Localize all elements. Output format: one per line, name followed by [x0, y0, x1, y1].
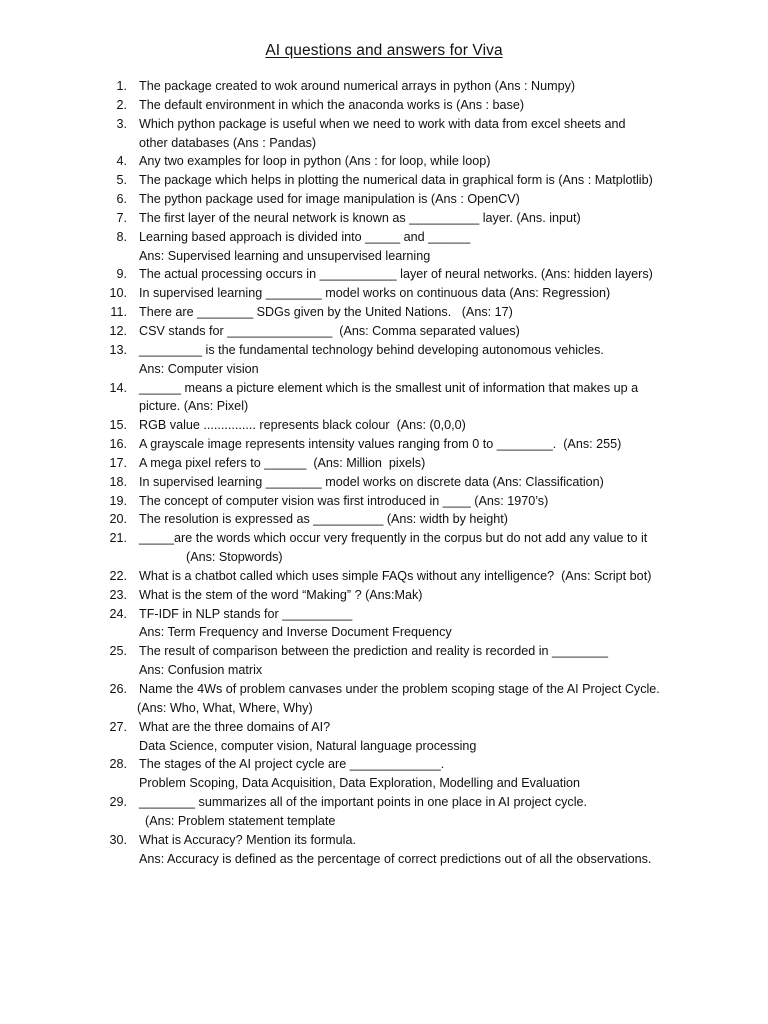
question-item: [0, 115, 768, 153]
question-item: [0, 96, 768, 115]
answer-text: Ans: Supervised learning and unsupervised learning: [139, 248, 431, 263]
question-text: Which python package is useful when we need to work with data from excel sheets and: [139, 116, 626, 131]
question-text: What is Accuracy? Mention its formula.: [139, 832, 356, 847]
question-number: 12.: [109, 323, 127, 338]
question-number: 22.: [109, 568, 127, 583]
answer-text: Ans: Term Frequency and Inverse Document Frequency: [139, 625, 452, 640]
question-text: ________ summarizes all of the important points in one place in AI project cycle.: [139, 795, 588, 810]
question-item: [0, 492, 768, 511]
question-number: 17.: [109, 455, 127, 470]
question-number: 8.: [116, 229, 127, 244]
question-number: 13.: [109, 342, 127, 357]
question-text: The result of comparison between the prediction and reality is recorded in ________: [139, 644, 609, 659]
question-item: [0, 605, 768, 643]
question-item: [0, 152, 768, 171]
question-item: [0, 303, 768, 322]
question-item: [0, 77, 768, 96]
answer-text: Problem Scoping, Data Acquisition, Data Exploration, Modelling and Evaluation: [139, 776, 581, 791]
question-number: 30.: [109, 832, 127, 847]
question-item: [0, 341, 768, 379]
question-text: The first layer of the neural network is known as __________ layer. (Ans. input): [139, 210, 581, 225]
question-number: 28.: [109, 757, 127, 772]
question-item: [0, 831, 768, 869]
question-item: [0, 322, 768, 341]
question-item: [0, 642, 768, 680]
question-item: [0, 416, 768, 435]
question-number: 4.: [116, 154, 127, 169]
answer-text: picture. (Ans: Pixel): [139, 399, 249, 414]
question-number: 26.: [109, 682, 127, 696]
question-text: The concept of computer vision was first introduced in ____ (Ans: 1970’s): [139, 493, 549, 508]
question-text: What are the three domains of AI?: [139, 719, 331, 734]
answer-text: (Ans: Who, What, Where, Why): [137, 700, 313, 715]
question-number: 14.: [109, 380, 127, 395]
question-text: Name the 4Ws of problem canvases under the problem scoping stage of the AI Project Cycle.: [139, 682, 660, 696]
question-number: 25.: [109, 644, 127, 659]
question-number: 7.: [116, 210, 127, 225]
question-item: [0, 265, 768, 284]
question-number: 18.: [109, 474, 127, 489]
question-text: A mega pixel refers to ______ (Ans: Million pixels): [139, 455, 426, 470]
question-number: 27.: [109, 719, 127, 734]
question-number: 10.: [109, 286, 127, 301]
question-text: In supervised learning ________ model works on discrete data (Ans: Classification): [139, 474, 604, 489]
question-item: [0, 209, 768, 228]
question-number: 11.: [110, 305, 127, 320]
question-text: The resolution is expressed as __________ (Ans: width by height): [139, 512, 508, 527]
question-item: [0, 793, 768, 831]
question-number: 29.: [109, 795, 127, 810]
question-text: The package which helps in plotting the numerical data in graphical form is (Ans : Matplotlib): [139, 173, 653, 188]
answer-text: Ans: Accuracy is defined as the percentage of correct predictions out of all the observations.: [139, 851, 652, 866]
question-number: 21.: [109, 531, 127, 546]
question-text: _________ is the fundamental technology behind developing autonomous vehicles.: [139, 342, 604, 357]
answer-text: (Ans: Problem statement template: [145, 813, 336, 828]
question-text: Learning based approach is divided into _____ and ______: [139, 229, 471, 244]
question-text: Any two examples for loop in python (Ans : for loop, while loop): [139, 154, 491, 169]
question-text: TF-IDF in NLP stands for __________: [139, 606, 353, 621]
question-item: [0, 473, 768, 492]
answer-text: (Ans: Stopwords): [186, 550, 283, 565]
question-item: [0, 228, 768, 266]
question-number: 20.: [109, 512, 127, 527]
question-number: 6.: [116, 192, 127, 207]
question-text: The actual processing occurs in ___________ layer of neural networks. (Ans: hidden layers): [139, 267, 653, 282]
question-text: CSV stands for _______________ (Ans: Comma separated values): [139, 323, 520, 338]
question-item: [0, 379, 768, 417]
question-item: [0, 284, 768, 303]
question-item: [0, 454, 768, 473]
question-item: [0, 567, 768, 586]
question-item: [0, 510, 768, 529]
question-number: 3.: [116, 116, 127, 131]
question-item: [0, 718, 768, 756]
question-number: 1.: [116, 79, 127, 93]
question-text: The stages of the AI project cycle are _____________.: [139, 757, 445, 772]
question-text: The python package used for image manipulation is (Ans : OpenCV): [139, 192, 520, 207]
question-text: There are ________ SDGs given by the United Nations. (Ans: 17): [139, 305, 513, 320]
question-number: 19.: [109, 493, 127, 508]
answer-text: Ans: Confusion matrix: [139, 663, 263, 678]
page-title: AI questions and answers for Viva: [265, 42, 503, 59]
question-number: 23.: [109, 587, 127, 602]
question-item: [0, 529, 768, 567]
answer-text: other databases (Ans : Pandas): [139, 135, 317, 150]
question-text: The default environment in which the anaconda works is (Ans : base): [139, 97, 525, 112]
question-number: 9.: [116, 267, 127, 282]
question-text: _____are the words which occur very frequently in the corpus but do not add any value to it: [139, 531, 648, 546]
question-item: [0, 680, 768, 718]
question-item: [0, 171, 768, 190]
question-number: 2.: [116, 97, 127, 112]
question-number: 16.: [109, 437, 127, 452]
question-item: [0, 435, 768, 454]
question-number: 5.: [116, 173, 127, 188]
question-text: The package created to wok around numerical arrays in python (Ans : Numpy): [139, 79, 576, 93]
question-text: ______ means a picture element which is the smallest unit of information that makes up a: [139, 380, 639, 395]
question-text: What is a chatbot called which uses simple FAQs without any intelligence? (Ans: Script bot): [139, 568, 652, 583]
question-list: [0, 77, 768, 868]
question-number: 24.: [109, 606, 127, 621]
question-text: What is the stem of the word “Making” ? (Ans:Mak): [139, 587, 423, 602]
question-text: RGB value ............... represents black colour (Ans: (0,0,0): [139, 418, 466, 433]
question-item: [0, 755, 768, 793]
answer-text: Data Science, computer vision, Natural language processing: [139, 738, 477, 753]
question-item: [0, 190, 768, 209]
question-item: [0, 586, 768, 605]
question-number: 15.: [109, 418, 127, 433]
question-text: In supervised learning ________ model works on continuous data (Ans: Regression): [139, 286, 611, 301]
answer-text: Ans: Computer vision: [139, 361, 259, 376]
question-text: A grayscale image represents intensity values ranging from 0 to ________. (Ans: 255): [139, 437, 622, 452]
